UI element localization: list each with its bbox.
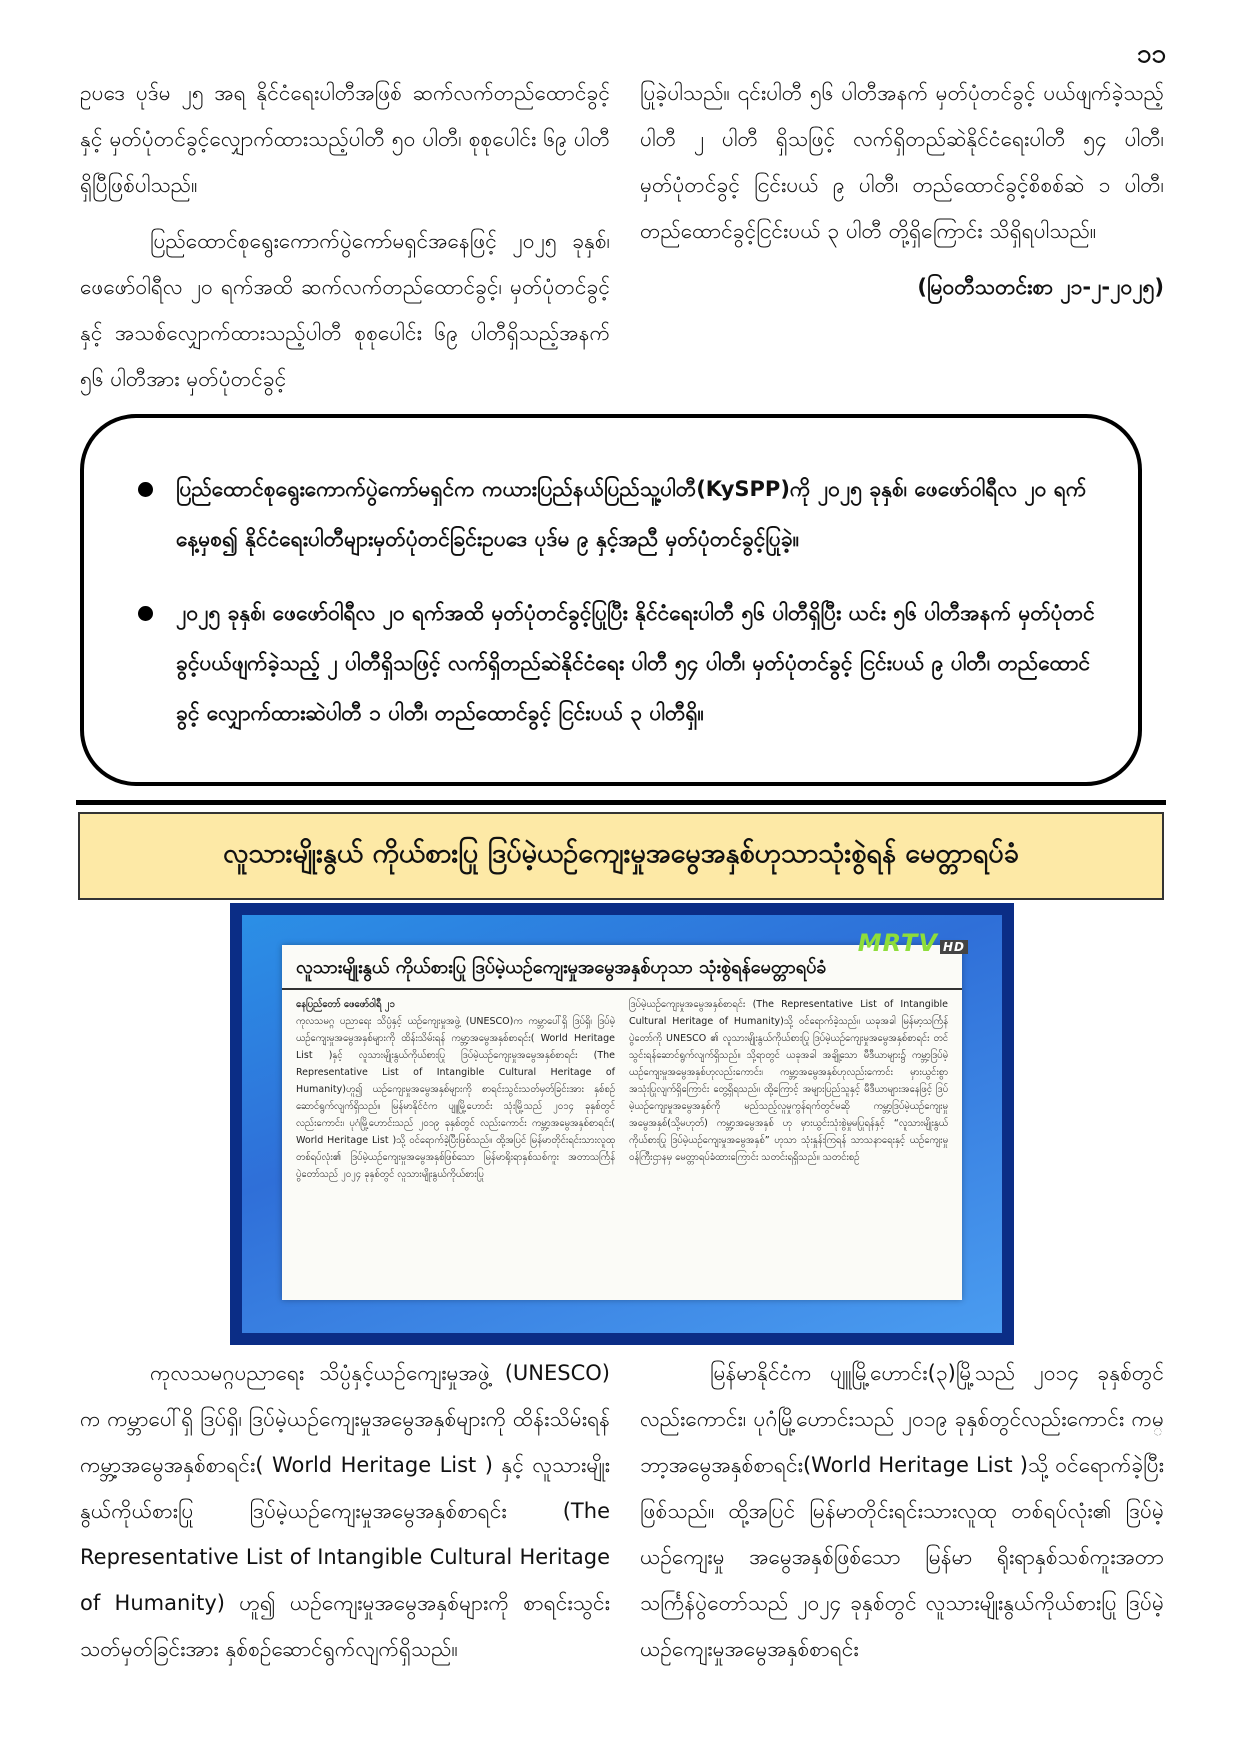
hd-badge: HD <box>940 940 968 954</box>
summary-bullet: ပြည်ထောင်စုရွေးကောက်ပွဲကော်မရှင်က ကယားပြည်နယ်ပြည်သူ့ပါတီ(KySPP)ကို ၂၀၂၅ ခုနှစ်၊ ဖေဖော်ဝါရီလ ၂၀ ရက်နေ့မှစ၍ နိုင်ငံရေးပါတီများမှတ်ပုံတင်ခြင်းဥပဒေ ပုဒ်မ ၉ နှင့်အညီ မှတ်ပုံတင်ခွင့်ပြုခဲ့။ <box>136 464 1102 564</box>
paragraph: မြန်မာနိုင်ငံက ပျူမြို့ဟောင်း(၃)မြို့သည် ၂၀၁၄ ခုနှစ်တွင်လည်းကောင်း၊ ပုဂံမြို့ဟောင်းသည် ၂၀၁၉ ခုနှစ်တွင်လည်းကောင်း ကမ္ဘာ့အမွေအနှစ်စာရင်း(World Heritage List )သို့ ဝင်ရောက်ခဲ့ပြီးဖြစ်သည်။ ထို့အပြင် မြန်မာတိုင်းရင်းသားလူထု တစ်ရပ်လုံး၏ ဒြပ်မဲ့ယဉ်ကျေးမှု အမွေအနှစ်ဖြစ်သော မြန်မာ ရိုးရာနှစ်သစ်ကူးအတာသင်္ကြန်ပွဲတော်သည် ၂၀၂၄ ခုနှစ်တွင် လူသားမျိုးနွယ်ကိုယ်စားပြု ဒြပ်မဲ့ယဉ်ကျေးမှုအမွေအနှစ်စာရင်း <box>640 1361 1164 1661</box>
summary-bullet: ၂၀၂၅ ခုနှစ်၊ ဖေဖော်ဝါရီလ ၂၀ ရက်အထိ မှတ်ပုံတင်ခွင့်ပြုပြီး နိုင်ငံရေးပါတီ ၅၆ ပါတီရှိပြီး ယင်း ၅၆ ပါတီအနက် မှတ်ပုံတင်ခွင့်ပယ်ဖျက်ခဲ့သည့် ၂ ပါတီရှိသဖြင့် လက်ရှိတည်ဆဲနိုင်ငံရေး ပါတီ ၅၄ ပါတီ၊ မှတ်ပုံတင်ခွင့် ငြင်းပယ် ၉ ပါတီ၊ တည်ထောင်ခွင့် လျှောက်ထားဆဲပါတီ ၁ ပါတီ၊ တည်ထောင်ခွင့် ငြင်းပယ် ၃ ပါတီရှိ။ <box>136 588 1102 738</box>
summary-box <box>80 414 1142 786</box>
clipping-title: လူသားမျိုးနွယ် ကိုယ်စားပြု ဒြပ်မဲ့ယဉ်ကျေးမှုအမွေအနှစ်ဟုသာ သုံးစွဲရန်မေတ္တာရပ်ခံ <box>282 945 962 990</box>
section-divider <box>76 800 1166 805</box>
newspaper-clipping <box>282 945 962 1300</box>
paragraph: ပြုခဲ့ပါသည်။ ၎င်းပါတီ ၅၆ ပါတီအနက် မှတ်ပုံတင်ခွင့် ပယ်ဖျက်ခဲ့သည့်ပါတီ ၂ ပါတီ ရှိသဖြင့် လက်ရှိတည်ဆဲနိုင်ငံရေးပါတီ ၅၄ ပါတီ၊ မှတ်ပုံတင်ခွင့် ငြင်းပယ် ၉ ပါတီ၊ တည်ထောင်ခွင့်စိစစ်ဆဲ ၁ ပါတီ၊ တည်ထောင်ခွင့်ငြင်းပယ် ၃ ပါတီ တို့ရှိကြောင်း သိရှိရပါသည်။ <box>640 81 1164 243</box>
clipping-columns <box>282 990 962 1189</box>
page-number: ၁၁ <box>1136 39 1166 69</box>
paragraph: ဥပဒေ ပုဒ်မ ၂၅ အရ နိုင်ငံရေးပါတီအဖြစ် ဆက်လက်တည်ထောင်ခွင့်နှင့် မှတ်ပုံတင်ခွင့်လျှောက်ထားသည့်ပါတီ ၅၀ ပါတီ၊ စုစုပေါင်း ၆၉ ပါတီရှိပြီဖြစ်ပါသည်။ <box>80 81 610 197</box>
paragraph: ကုလသမဂ္ဂပညာရေး သိပ္ပံနှင့်ယဉ်ကျေးမှုအဖွဲ့ (UNESCO) က ကမ္ဘာပေါ်ရှိ ဒြပ်ရှိ၊ ဒြပ်မဲ့ယဉ်ကျေးမှုအမွေအနှစ်များကို ထိန်းသိမ်းရန် ကမ္ဘာ့အမွေအနှစ်စာရင်း( World Heritage List ) နှင့် လူသားမျိုးနွယ်ကိုယ်စားပြု ဒြပ်မဲ့ယဉ်ကျေးမှုအမွေအနှစ်စာရင်း (The Representative List of Intangible Cultural Heritage of Humanity) ဟူ၍ ယဉ်ကျေးမှုအမွေအနှစ်များကို စာရင်းသွင်းသတ်မှတ်ခြင်းအား နှစ်စဉ်ဆောင်ရွက်လျက်ရှိသည်။ <box>80 1361 610 1661</box>
top-left-column <box>80 70 610 412</box>
clipping-dateline: နေပြည်တော် ဖေဖော်ဝါရီ ၂၁ <box>296 999 395 1010</box>
top-right-column <box>640 70 1164 310</box>
bottom-right-column <box>640 1350 1164 1682</box>
headline-text: လူသားမျိုးနွယ် ကိုယ်စားပြု ဒြပ်မဲ့ယဉ်ကျေးမှုအမွေအနှစ်ဟုသာသုံးစွဲရန် မေတ္တာရပ်ခံ <box>223 838 1019 869</box>
summary-list <box>136 464 1102 738</box>
clipping-text: ကုလသမဂ္ဂ ပညာရေး သိပ္ပံနှင့် ယဉ်ကျေးမှုအဖွဲ့ (UNESCO)က ကမ္ဘာပေါ်ရှိ ဒြပ်ရှိ၊ ဒြပ်မဲ့ယဉ်ကျေးမှုအမွေအနှစ်များကို ထိန်းသိမ်းရန် ကမ္ဘာ့အမွေအနှစ်စာရင်း( World Heritage List )နှင့် လူသားမျိုးနွယ်ကိုယ်စားပြု ဒြပ်မဲ့ယဉ်ကျေးမှုအမွေအနှစ်စာရင်း (The Representative List of Intangible Cultural Heritage of Humanity)ဟူ၍ ယဉ်ကျေးမှုအမွေအနှစ်များကို စာရင်းသွင်းသတ်မှတ်ခြင်းအား နှစ်စဉ်ဆောင်ရွက်လျက်ရှိသည်။ မြန်မာနိုင်ငံက ပျူမြို့ဟောင်း သုံးမြို့သည် ၂၀၁၄ ခုနှစ်တွင် လည်းကောင်း၊ ပုဂံမြို့ဟောင်းသည် ၂၀၁၉ ခုနှစ်တွင် လည်းကောင်း ကမ္ဘာ့အမွေအနှစ်စာရင်း( World Heritage List )သို့ ဝင်ရောက်ခဲ့ပြီးဖြစ်သည်။ ထို့အပြင် မြန်မာတိုင်းရင်းသားလူထုတစ်ရပ်လုံး၏ ဒြပ်မဲ့ယဉ်ကျေးမှုအမွေအနှစ်ဖြစ်သော မြန်မာရိုးရာနှစ်သစ်ကူး အတာသင်္ကြန်ပွဲတော်သည် ၂၀၂၄ ခုနှစ်တွင် လူသားမျိုးနွယ်ကိုယ်စားပြု <box>296 1016 615 1180</box>
paragraph: ပြည်ထောင်စုရွေးကောက်ပွဲကော်မရှင်အနေဖြင့် ၂၀၂၅ ခုနှစ်၊ ဖေဖော်ဝါရီလ ၂၀ ရက်အထိ ဆက်လက်တည်ထောင်ခွင့်၊ မှတ်ပုံတင်ခွင့်နှင့် အသစ်လျှောက်ထားသည့်ပါတီ စုစုပေါင်း ၆၉ ပါတီရှိသည့်အနက် ၅၆ ပါတီအား မှတ်ပုံတင်ခွင့် <box>80 229 610 391</box>
clipping-column-left <box>296 996 615 1183</box>
clipping-column-right <box>629 996 948 1183</box>
source-citation: (မြဝတီသတင်းစာ ၂၁-၂-၂၀၂၅) <box>917 275 1164 299</box>
bottom-left-column <box>80 1350 610 1682</box>
tv-background <box>242 915 1002 1333</box>
mrtv-logo <box>858 929 968 957</box>
clipping-text: ဒြပ်မဲ့ယဉ်ကျေးမှုအမွေအနှစ်စာရင်း (The Representative List of Intangible Cultural Heritage of Humanity)သို့ ဝင်ရောက်ခဲ့သည်။ ယခုအခါ မြန်မာ့သင်္ကြန်ပွဲတော်ကို UNESCO ၏ လူသားမျိုးနွယ်ကိုယ်စားပြု ဒြပ်မဲ့ယဉ်ကျေးမှုအမွေအနှစ်စာရင်း တင်သွင်းရန်ဆောင်ရွက်လျက်ရှိသည်။ သို့ရာတွင် ယခုအခါ အချို့သော မီဒီယာများ၌ ကမ္ဘာ့ဒြပ်မဲ့ယဉ်ကျေးမှုအမွေအနှစ်ဟုလည်းကောင်း၊ ကမ္ဘာ့အမွေအနှစ်ဟုလည်းကောင်း မှားယွင်းစွာ အသုံးပြုလျက်ရှိကြောင်း တွေ့ရှိရသည်။ ထို့ကြောင့် အများပြည်သူနှင့် မီဒီယာများအနေဖြင့် ဒြပ်မဲ့ယဉ်ကျေးမှုအမွေအနှစ်ကို မည်သည့်လူမှုကွန်ရက်တွင်မဆို ကမ္ဘာ့ဒြပ်မဲ့ယဉ်ကျေးမှုအမွေအနှစ်(သို့မဟုတ်) ကမ္ဘာ့အမွေအနှစ် ဟု မှားယွင်းသုံးစွဲမှုမပြုရန်နှင့် “လူသားမျိုးနွယ်ကိုယ်စားပြု ဒြပ်မဲ့ယဉ်ကျေးမှုအမွေအနှစ်” ဟုသာ သုံးနှုန်းကြရန် သာသနာရေးနှင့် ယဉ်ကျေးမှုဝန်ကြီးဌာနမှ မေတ္တာရပ်ခံထားကြောင်း သတင်းရရှိသည်။ သတင်းစဉ် <box>629 999 948 1163</box>
logo-text: MRTV <box>857 929 938 957</box>
article-headline <box>78 812 1164 900</box>
tv-screenshot <box>230 903 1014 1345</box>
